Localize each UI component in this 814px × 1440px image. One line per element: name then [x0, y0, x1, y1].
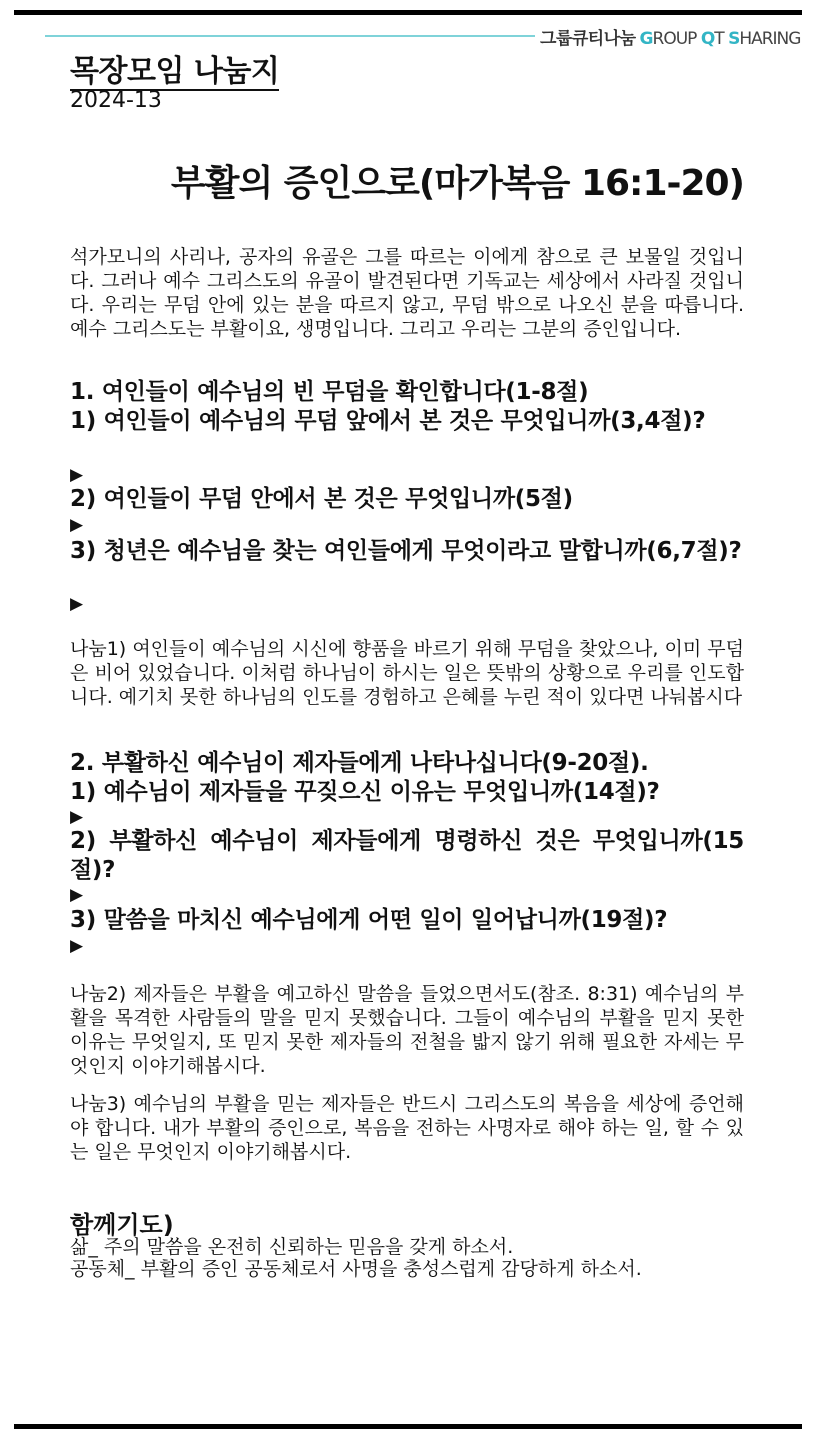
- section2-heading: 2. 부활하신 예수님이 제자들에게 나타나십니다(9-20절).: [70, 750, 649, 776]
- section2-question-2: 2) 부활하신 예수님이 제자들에게 명령하신 것은 무엇입니까(15절)?: [70, 828, 744, 883]
- document-number: 2024-13: [70, 88, 162, 113]
- bottom-border: [14, 1424, 802, 1429]
- answer-marker: ▶: [70, 936, 84, 956]
- brand-english: GROUP QT SHARING: [639, 29, 801, 49]
- answer-marker: ▶: [70, 885, 84, 905]
- section1-question-2: 2) 여인들이 무덤 안에서 본 것은 무엇입니까(5절): [70, 486, 573, 512]
- prayer-title: 함께기도): [70, 1211, 174, 1239]
- section2-question-3: 3) 말씀을 마치신 예수님에게 어떤 일이 일어납니까(19절)?: [70, 907, 668, 933]
- section2-question-1: 1) 예수님이 제자들을 꾸짖으신 이유는 무엇입니까(14절)?: [70, 779, 660, 805]
- brand-logo: [540, 24, 800, 49]
- section1-question-1: 1) 여인들이 예수님의 무덤 앞에서 본 것은 무엇입니까(3,4절)?: [70, 408, 706, 434]
- answer-marker: ▶: [70, 515, 84, 535]
- prayer-line-community: 공동체_ 부활의 증인 공동체로서 사명을 충성스럽게 감당하게 하소서.: [70, 1258, 642, 1280]
- section1-heading: 1. 여인들이 예수님의 빈 무덤을 확인합니다(1-8절): [70, 379, 589, 405]
- sermon-title: 부활의 증인으로(마가복음 16:1-20): [170, 163, 744, 204]
- share-1-paragraph: 나눔1) 여인들이 예수님의 시신에 향품을 바르기 위해 무덤을 찾았으나, 이미 무덤은 비어 있었습니다. 이처럼 하나님이 하시는 일은 뜻밖의 상황으로 우리를 인도합니다. 예기치 못한 하나님의 인도를 경험하고 은혜를 누린 적이 있다면 나눠봅시다: [70, 638, 744, 708]
- share-2-paragraph: 나눔2) 제자들은 부활을 예고하신 말씀을 들었으면서도(참조. 8:31) 예수님의 부활을 목격한 사람들의 말을 믿지 못했습니다. 그들이 예수님의 부활을 믿지 못한 이유는 무엇일지, 또 믿지 못한 제자들의 전철을 밟지 않기 위해 필요한 자세는 무엇인지 이야기해봅시다.: [70, 983, 744, 1077]
- intro-paragraph: 석가모니의 사리나, 공자의 유골은 그를 따르는 이에게 참으로 큰 보물일 것입니다. 그러나 예수 그리스도의 유골이 발견된다면 기독교는 세상에서 사라질 것입니다. 우리는 무덤 안에 있는 분을 따르지 않고, 무덤 밖으로 나오신 분을 따릅니다. 예수 그리스도는 부활이요, 생명입니다. 그리고 우리는 그분의 증인입니다.: [70, 246, 744, 340]
- top-border: [14, 10, 802, 15]
- section1-question-3: 3) 청년은 예수님을 찾는 여인들에게 무엇이라고 말합니까(6,7절)?: [70, 538, 742, 564]
- prayer-line-life: 삶_ 주의 말씀을 온전히 신뢰하는 믿음을 갖게 하소서.: [70, 1236, 514, 1258]
- header-divider: [45, 35, 535, 37]
- document-title: 목장모임 나눔지: [70, 54, 280, 89]
- share-3-paragraph: 나눔3) 예수님의 부활을 믿는 제자들은 반드시 그리스도의 복음을 세상에 증언해야 합니다. 내가 부활의 증인으로, 복음을 전하는 사명자로 해야 하는 일, 할 수 있는 일은 무엇인지 이야기해봅시다.: [70, 1093, 744, 1163]
- brand-korean: 그룹큐티나눔: [540, 29, 636, 49]
- answer-marker: ▶: [70, 807, 84, 827]
- answer-marker: ▶: [70, 594, 84, 614]
- answer-marker: ▶: [70, 465, 84, 485]
